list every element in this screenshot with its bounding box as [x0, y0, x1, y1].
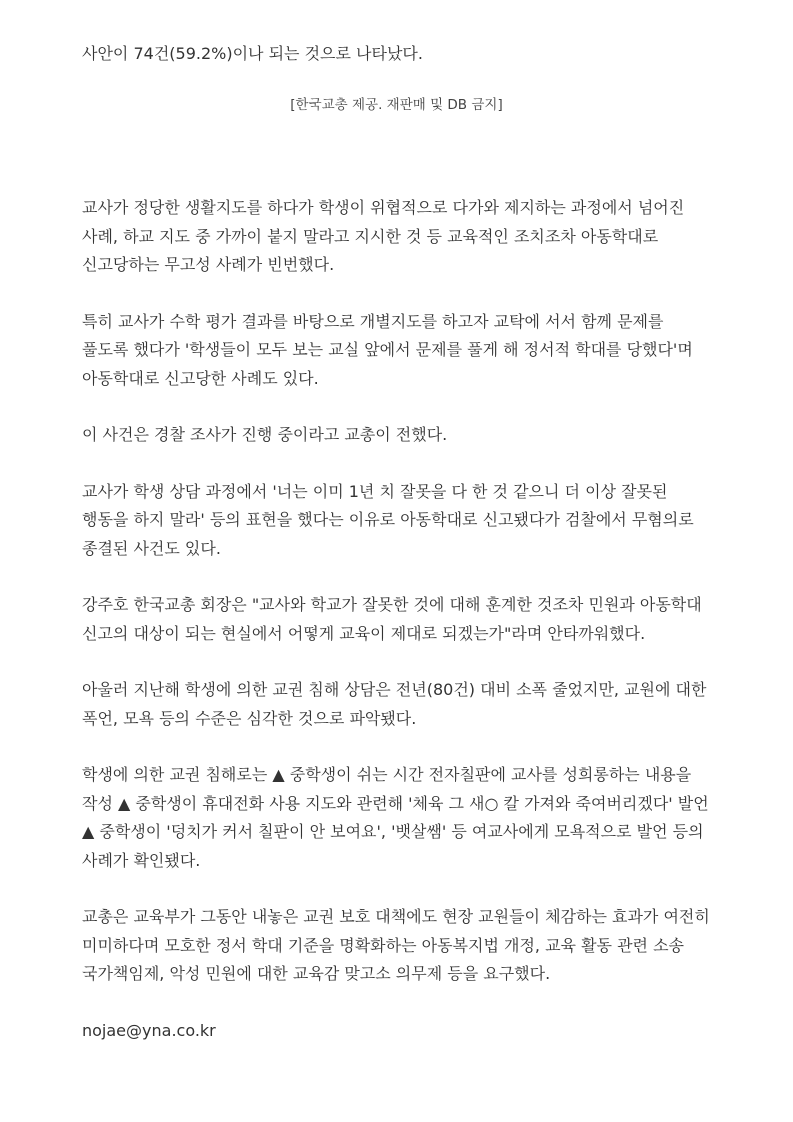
- article-body: [82, 194, 712, 1073]
- intro-sentence: 사안이 74건(59.2%)이나 되는 것으로 나타났다.: [82, 44, 423, 63]
- paragraph-1: 교사가 정당한 생활지도를 하다가 학생이 위협적으로 다가와 제지하는 과정에서 넘어진 사례, 하교 지도 중 가까이 붙지 말라고 지시한 것 등 교육적인 조치조차 아동학대로 신고당하는 무고성 사례가 빈번했다.: [82, 198, 685, 274]
- paragraph-6: 아울러 지난해 학생에 의한 교권 침해 상담은 전년(80건) 대비 소폭 줄었지만, 교원에 대한 폭언, 모욕 등의 수준은 심각한 것으로 파악됐다.: [82, 680, 707, 728]
- paragraph-4: 교사가 학생 상담 과정에서 '너는 이미 1년 치 잘못을 다 한 것 같으니 더 이상 잘못된 행동을 하지 말라' 등의 표현을 했다는 이유로 아동학대로 신고됐다가 검찰에서 무혐의로 종결된 사건도 있다.: [82, 481, 694, 558]
- reporter-email: nojae@yna.co.kr: [82, 1020, 216, 1040]
- paragraph-3: 이 사건은 경찰 조사가 진행 중이라고 교총이 전했다.: [82, 425, 448, 444]
- photo-caption: [한국교총 제공. 재판매 및 DB 금지]: [290, 97, 503, 113]
- paragraph-5: 강주호 한국교총 회장은 "교사와 학교가 잘못한 것에 대해 훈계한 것조차 민원과 아동학대 신고의 대상이 되는 현실에서 어떻게 교육이 제대로 되겠는가"라며 안타까워했다.: [82, 595, 702, 643]
- paragraph-2: 특히 교사가 수학 평가 결과를 바탕으로 개별지도를 하고자 교탁에 서서 함께 문제를 풀도록 했다가 '학생들이 모두 보는 교실 앞에서 문제를 풀게 해 정서적 학대를 당했다'며 아동학대로 신고당한 사례도 있다.: [82, 311, 693, 388]
- paragraph-8: 교총은 교육부가 그동안 내놓은 교권 보호 대책에도 현장 교원들이 체감하는 효과가 여전히 미미하다며 모호한 정서 학대 기준을 명확화하는 아동복지법 개정, 교육 활동 관련 소송 국가책임제, 악성 민원에 대한 교육감 맞고소 의무제 등을 요구했다.: [82, 907, 710, 983]
- paragraph-7: 학생에 의한 교권 침해로는 ▲ 중학생이 쉬는 시간 전자칠판에 교사를 성희롱하는 내용을 작성 ▲ 중학생이 휴대전화 사용 지도와 관련해 '체육 그 새○ 칼 가져와 죽여버리겠다' 발언 ▲ 중학생이 '덩치가 커서 칠판이 안 보여요', '뱃살쌤' 등 여교사에게 모욕적으로 발언 등의 사례가 확인됐다.: [82, 765, 709, 870]
